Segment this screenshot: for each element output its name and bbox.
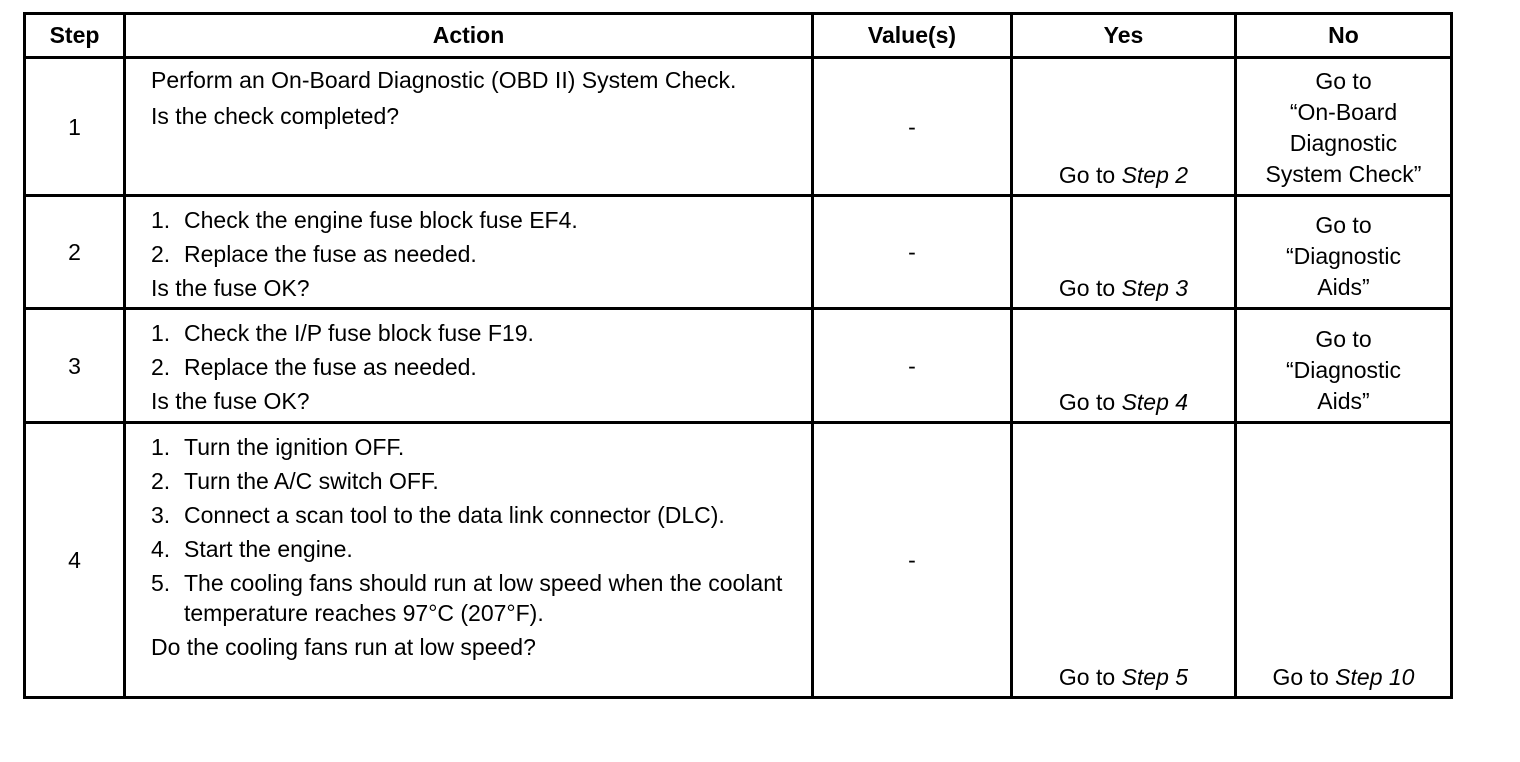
action-item xyxy=(151,466,801,496)
header-step: Step xyxy=(25,14,125,58)
item-number: 3. xyxy=(151,502,171,528)
no-step-link: Step 10 xyxy=(1335,664,1415,690)
yes-cell xyxy=(1012,196,1236,309)
no-prefix: Go to xyxy=(1272,664,1336,690)
yes-cell xyxy=(1012,423,1236,698)
action-question: Do the cooling fans run at low speed? xyxy=(151,634,536,660)
action-cell xyxy=(125,423,813,698)
yes-prefix: Go to xyxy=(1058,389,1122,415)
header-yes: Yes xyxy=(1012,14,1236,58)
action-cell xyxy=(125,196,813,309)
item-text: Start the engine. xyxy=(184,536,353,562)
yes-step-link: Step 5 xyxy=(1121,664,1189,690)
table-row xyxy=(25,309,1452,423)
yes-cell xyxy=(1012,58,1236,196)
action-text: Perform an On-Board Diagnostic (OBD II) System Check. xyxy=(151,67,737,93)
item-text: Connect a scan tool to the data link connector (DLC). xyxy=(184,502,725,528)
action-item xyxy=(151,568,801,628)
no-cell xyxy=(1236,309,1452,423)
item-number: 5. xyxy=(151,570,171,596)
action-item xyxy=(151,205,801,235)
no-line: Aids” xyxy=(1317,388,1370,414)
item-number: 2. xyxy=(151,354,171,380)
item-number: 4. xyxy=(151,536,171,562)
item-number: 2. xyxy=(151,241,171,267)
table-row xyxy=(25,423,1452,698)
item-number: 1. xyxy=(151,207,171,233)
header-row xyxy=(25,14,1452,58)
value-cell: - xyxy=(813,196,1012,309)
yes-prefix: Go to xyxy=(1058,275,1122,301)
no-line: Aids” xyxy=(1317,274,1370,300)
action-cell xyxy=(125,309,813,423)
no-line: System Check” xyxy=(1265,161,1422,187)
action-item xyxy=(151,534,801,564)
step-number: 3 xyxy=(25,309,125,423)
step-number: 1 xyxy=(25,58,125,196)
action-item xyxy=(151,352,801,382)
no-cell xyxy=(1236,196,1452,309)
action-question: Is the fuse OK? xyxy=(151,275,310,301)
no-line: “Diagnostic xyxy=(1285,243,1402,269)
step-number: 2 xyxy=(25,196,125,309)
item-number: 1. xyxy=(151,320,171,346)
item-text: Replace the fuse as needed. xyxy=(184,241,477,267)
yes-prefix: Go to xyxy=(1058,162,1122,188)
header-action: Action xyxy=(125,14,813,58)
item-text: Replace the fuse as needed. xyxy=(184,354,477,380)
action-item xyxy=(151,318,801,348)
yes-cell xyxy=(1012,309,1236,423)
item-text: Check the engine fuse block fuse EF4. xyxy=(184,207,578,233)
no-line: “Diagnostic xyxy=(1285,357,1402,383)
item-text: The cooling fans should run at low speed when the coolant temperature reaches 97°C (207°F). xyxy=(184,570,783,626)
yes-step-link: Step 3 xyxy=(1121,275,1189,301)
action-item xyxy=(151,500,801,530)
no-cell xyxy=(1236,58,1452,196)
header-values: Value(s) xyxy=(813,14,1012,58)
item-number: 1. xyxy=(151,434,171,460)
no-line: Go to xyxy=(1315,326,1372,352)
item-number: 2. xyxy=(151,468,171,494)
value-cell: - xyxy=(813,309,1012,423)
action-cell xyxy=(125,58,813,196)
header-no: No xyxy=(1236,14,1452,58)
item-text: Check the I/P fuse block fuse F19. xyxy=(184,320,534,346)
step-number: 4 xyxy=(25,423,125,698)
yes-prefix: Go to xyxy=(1058,664,1122,690)
yes-step-link: Step 2 xyxy=(1121,162,1189,188)
no-line: “On-Board xyxy=(1289,99,1398,125)
no-line: Diagnostic xyxy=(1289,130,1398,156)
no-line: Go to xyxy=(1315,212,1372,238)
action-item xyxy=(151,432,801,462)
yes-step-link: Step 4 xyxy=(1121,389,1189,415)
diagnostic-table xyxy=(23,12,1453,699)
value-cell: - xyxy=(813,423,1012,698)
item-text: Turn the A/C switch OFF. xyxy=(184,468,439,494)
item-text: Turn the ignition OFF. xyxy=(184,434,405,460)
action-question: Is the fuse OK? xyxy=(151,388,310,414)
value-cell: - xyxy=(813,58,1012,196)
table-row xyxy=(25,58,1452,196)
table-row xyxy=(25,196,1452,309)
action-question: Is the check completed? xyxy=(151,103,400,129)
no-cell xyxy=(1236,423,1452,698)
action-item xyxy=(151,239,801,269)
no-line: Go to xyxy=(1315,68,1372,94)
